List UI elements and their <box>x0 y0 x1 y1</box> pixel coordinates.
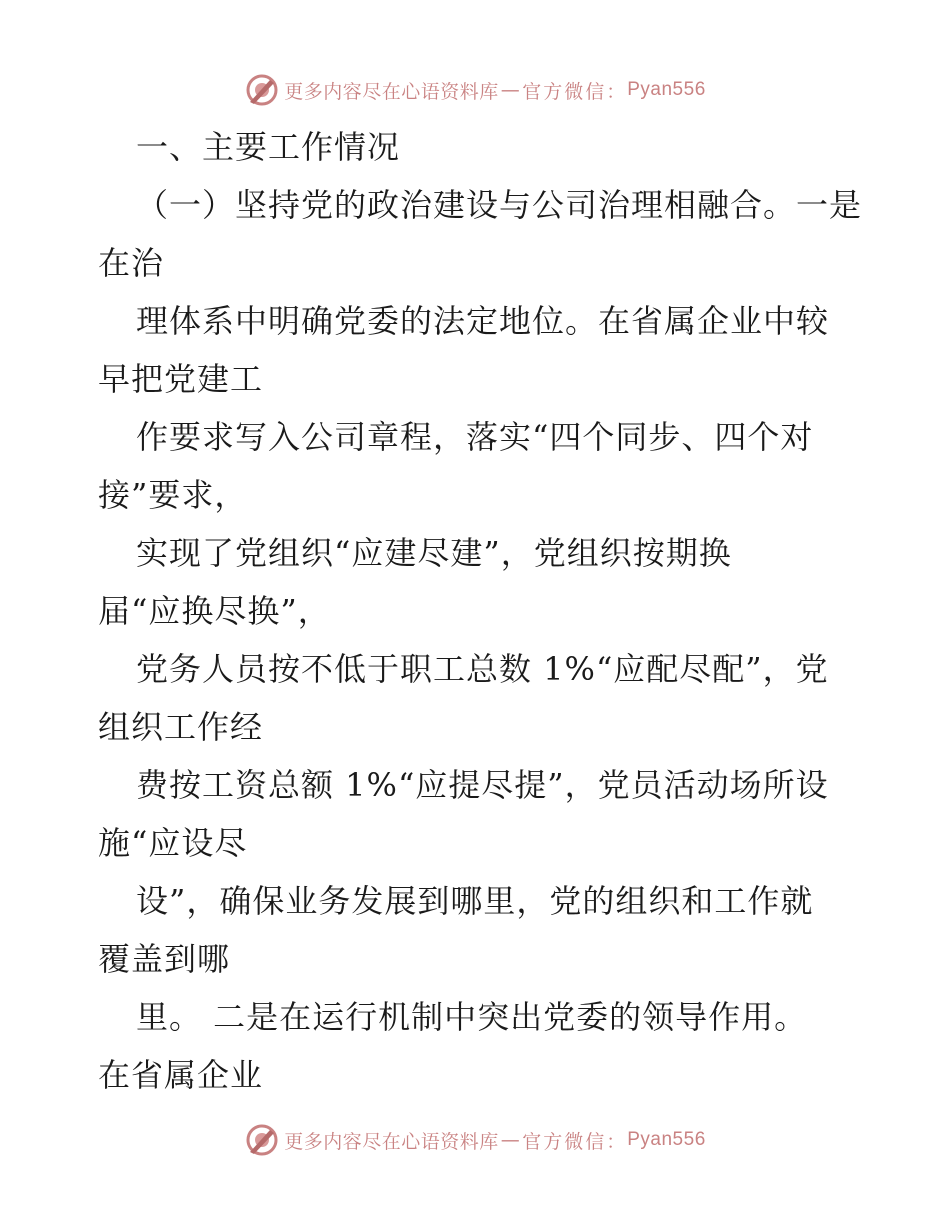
text-line: 早把党建工 <box>98 360 264 398</box>
text-line: 理体系中明确党委的法定地位。在省属企业中较 <box>136 302 830 340</box>
pen-logo-icon <box>244 72 280 108</box>
watermark-account: Pyan556 <box>627 79 706 100</box>
text-line: （一）坚持党的政治建设与公司治理相融合。一是 <box>136 186 863 224</box>
text-line: 里。 二是在运行机制中突出党委的领导作用。 <box>136 998 808 1036</box>
watermark-wechat-label: 官方微信： <box>522 80 628 103</box>
text-line: 一、主要工作情况 <box>136 128 401 166</box>
watermark-wechat-label: 官方微信： <box>522 1130 628 1153</box>
text-line: 作要求写入公司章程，落实“四个同步、四个对 <box>136 418 814 456</box>
text-line: 届“应换尽换”， <box>98 592 331 630</box>
text-line: 组织工作经 <box>98 708 264 746</box>
text-line: 在省属企业 <box>98 1056 264 1094</box>
watermark-text: 更多内容尽在心语资料库 <box>284 80 499 103</box>
text-line: 费按工资总额 1%“应提尽提”，党员活动场所设 <box>136 766 829 804</box>
pen-logo-icon <box>244 1122 280 1158</box>
text-line: 在治 <box>98 244 165 282</box>
document-body <box>98 118 863 1104</box>
watermark-footer <box>0 1120 950 1160</box>
text-line: 实现了党组织“应建尽建”，党组织按期换 <box>136 534 732 572</box>
watermark-account: Pyan556 <box>627 1129 706 1150</box>
watermark-separator: — <box>500 1129 521 1151</box>
watermark-header <box>0 70 950 110</box>
text-line: 施“应设尽 <box>98 824 248 862</box>
text-line: 接”要求， <box>98 476 248 514</box>
text-line: 设”，确保业务发展到哪里，党的组织和工作就 <box>136 882 814 920</box>
text-line: 党务人员按不低于职工总数 1%“应配尽配”，党 <box>136 650 829 688</box>
watermark-text: 更多内容尽在心语资料库 <box>284 1130 499 1153</box>
watermark-separator: — <box>500 79 521 101</box>
text-line: 覆盖到哪 <box>98 940 231 978</box>
